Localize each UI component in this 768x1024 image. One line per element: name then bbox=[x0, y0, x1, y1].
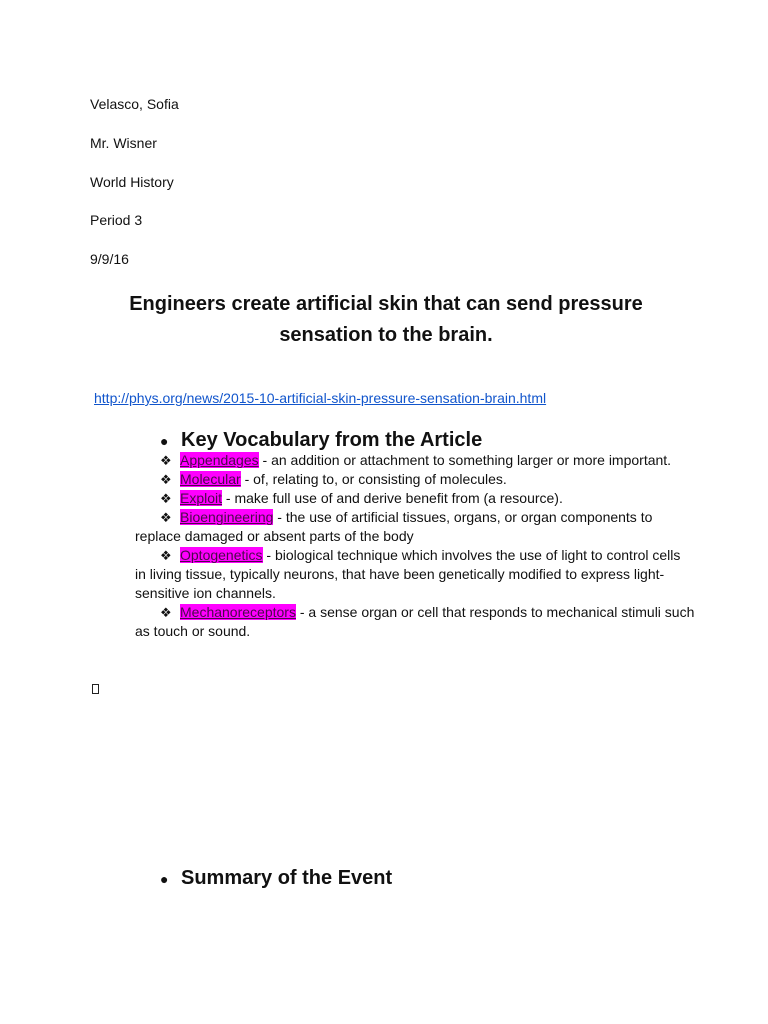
vocab-term-link[interactable]: Exploit bbox=[180, 490, 223, 506]
vocab-definition: - the use of artificial tissues, organs, or organ components to replace damaged or absent parts of the body bbox=[135, 509, 653, 544]
diamond-bullet-icon: ❖ bbox=[160, 453, 172, 468]
diamond-bullet-icon: ❖ bbox=[160, 510, 172, 525]
article-title bbox=[90, 289, 682, 351]
vocab-item-optogenetics bbox=[135, 546, 695, 603]
missing-glyph-icon bbox=[92, 684, 99, 694]
vocab-term-link[interactable]: Mechanoreceptors bbox=[180, 604, 296, 620]
vocab-item-bioengineering bbox=[135, 508, 695, 546]
document-date: 9/9/16 bbox=[90, 251, 129, 267]
vocab-definition: - of, relating to, or consisting of molecules. bbox=[240, 471, 507, 487]
diamond-bullet-icon: ❖ bbox=[160, 605, 172, 620]
vocab-definition: - an addition or attachment to something larger or more important. bbox=[258, 452, 672, 468]
vocab-definition: - biological technique which involves the use of light to control cells in living tissue, typically neurons, that have been genetically modified to express light-sensitive ion channels. bbox=[135, 547, 681, 601]
vocab-term-link[interactable]: Optogenetics bbox=[180, 547, 263, 563]
article-title-line-1: Engineers create artificial skin that can send pressure bbox=[129, 293, 643, 315]
vocab-item-appendages bbox=[135, 451, 695, 470]
bullet-dot-icon: ● bbox=[160, 432, 169, 449]
article-title-line-2: sensation to the brain. bbox=[279, 324, 493, 346]
diamond-bullet-icon: ❖ bbox=[160, 548, 172, 563]
teacher-name: Mr. Wisner bbox=[90, 135, 157, 151]
vocab-definition: - a sense organ or cell that responds to mechanical stimuli such as touch or sound. bbox=[135, 604, 695, 639]
diamond-bullet-icon: ❖ bbox=[160, 472, 172, 487]
diamond-bullet-icon: ❖ bbox=[160, 491, 172, 506]
bullet-dot-icon: ● bbox=[160, 870, 169, 887]
vocab-definition: - make full use of and derive benefit from (a resource). bbox=[222, 490, 563, 506]
summary-heading bbox=[160, 865, 392, 892]
vocab-item-mechanoreceptors bbox=[135, 603, 695, 641]
vocab-item-exploit bbox=[135, 489, 695, 508]
summary-heading-text: Summary of the Event bbox=[181, 867, 393, 889]
vocab-item-molecular bbox=[135, 470, 695, 489]
course-name: World History bbox=[90, 174, 174, 190]
vocabulary-heading bbox=[160, 427, 482, 454]
vocab-term-link[interactable]: Bioengineering bbox=[180, 509, 274, 525]
class-period: Period 3 bbox=[90, 212, 143, 228]
vocabulary-list bbox=[135, 451, 695, 641]
vocab-term-link[interactable]: Appendages bbox=[180, 452, 259, 468]
source-link[interactable]: http://phys.org/news/2015-10-artificial-skin-pressure-sensation-brain.html bbox=[94, 390, 547, 406]
vocab-term-link[interactable]: Molecular bbox=[180, 471, 241, 487]
vocabulary-heading-text: Key Vocabulary from the Article bbox=[181, 429, 483, 451]
student-name: Velasco, Sofia bbox=[90, 96, 179, 112]
